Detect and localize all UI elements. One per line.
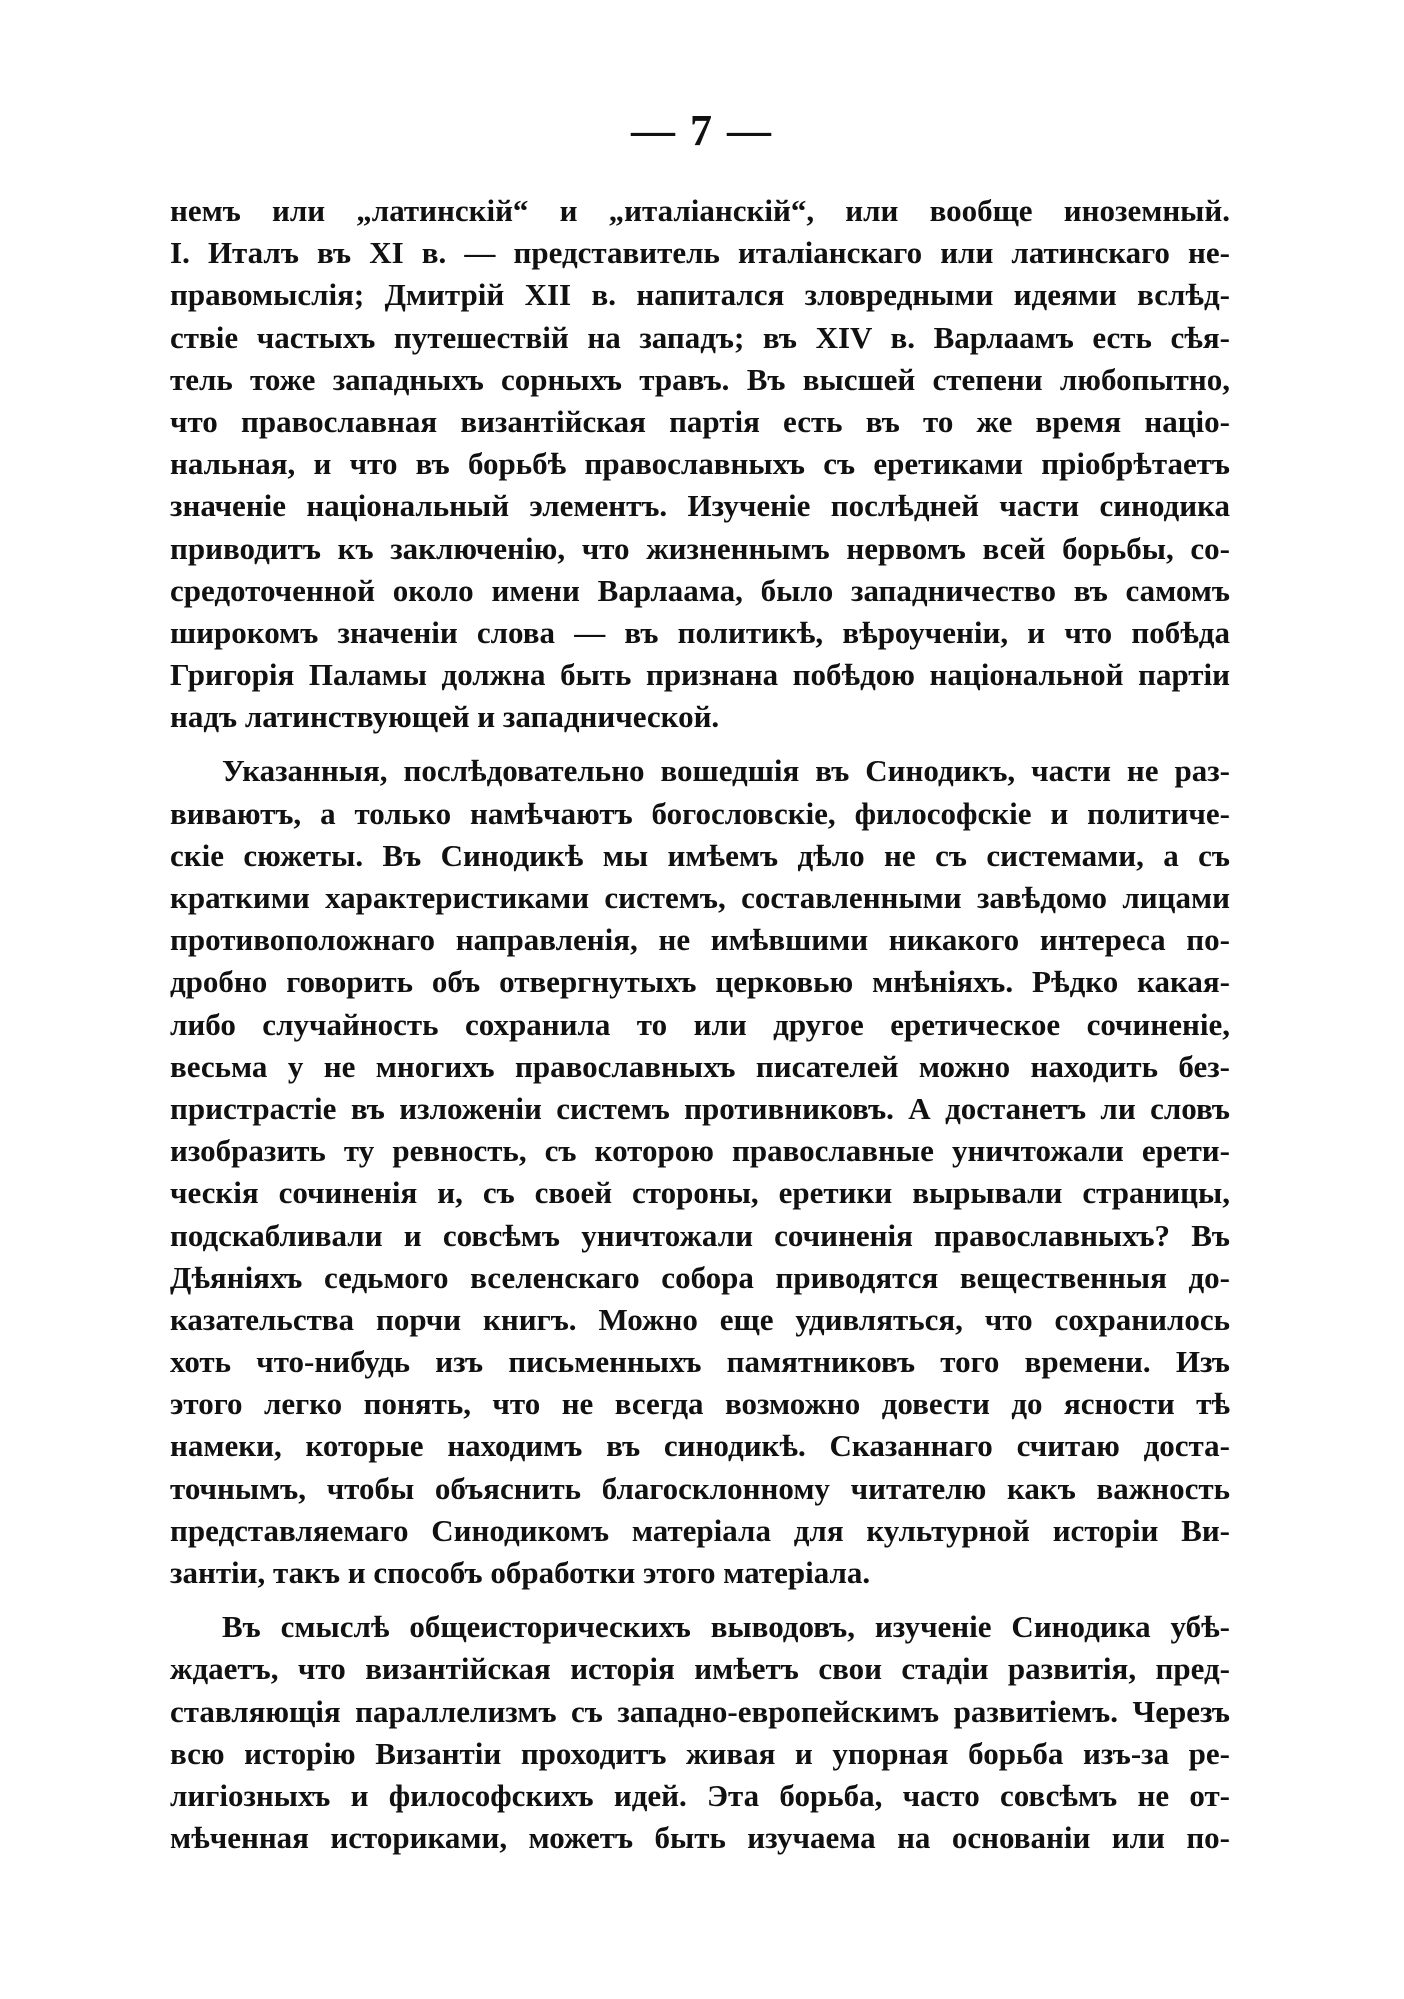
text-line: всю исторію Византіи проходитъ живая и упорная борьба изъ-за ре- [170,1735,1230,1771]
text-line: зантіи, такъ и способъ обработки этого матеріала. [170,1555,871,1590]
text-line: Дѣяніяхъ седьмого вселенскаго собора приводятся вещественныя до- [170,1259,1230,1295]
text-line: средоточенной около имени Варлаама, было западничество въ самомъ [170,572,1230,608]
text-line: немъ или „латинскій“ и „италіанскій“, или вообще иноземный. [170,193,1230,228]
paragraph [170,1606,1230,1859]
text-line: весьма у не многихъ православныхъ писателей можно находить без- [170,1048,1230,1084]
text-line: либо случайность сохранила то или другое еретическое сочиненіе, [170,1006,1230,1042]
text-line: противоположнаго направленія, не имѣвшими никакого интереса по- [170,922,1230,958]
paragraph [170,750,1230,1594]
text-line: широкомъ значеніи слова — въ политикѣ, вѣроученіи, и что побѣда [170,614,1230,650]
text-line: этого легко понять, что не всегда возможно довести до ясности тѣ [170,1386,1230,1422]
text-line: точнымъ, чтобы объяснить благосклонному читателю какъ важность [170,1470,1230,1506]
text-line: краткими характеристиками системъ, составленными завѣдомо лицами [170,880,1230,915]
text-line: что православная византійская партія есть въ то же время націо- [170,403,1230,439]
text-line: пристрастіе въ изложеніи системъ противниковъ. А достанетъ ли словъ [170,1090,1230,1126]
text-line: виваютъ, а только намѣчаютъ богословскіе, философскіе и политиче- [170,795,1230,831]
text-line: лигіозныхъ и философскихъ идей. Эта борьба, часто совсѣмъ не от- [170,1777,1230,1813]
text-line: ческія сочиненія и, съ своей стороны, еретики вырывали страницы, [170,1175,1230,1211]
text-line: казательства порчи книгъ. Можно еще удивляться, что сохранилось [170,1301,1230,1337]
paragraph-gap [170,738,1230,750]
text-line: дробно говорить объ отвергнутыхъ церковью мнѣніяхъ. Рѣдко какая- [170,964,1230,1000]
text-line: приводитъ къ заключенію, что жизненнымъ нервомъ всей борьбы, со- [170,530,1230,566]
text-line: Григорія Паламы должна быть признана побѣдою національной партіи [170,657,1230,693]
text-line: ставляющія параллелизмъ съ западно-европейскимъ развитіемъ. Черезъ [170,1693,1230,1729]
text-line: Въ смыслѣ общеисторическихъ выводовъ, изученіе Синодика убѣ- [222,1609,1230,1645]
text-line: значеніе національный элементъ. Изученіе послѣдней части синодика [170,488,1230,524]
text-line: ствіе частыхъ путешествій на западъ; въ XIV в. Варлаамъ есть сѣя- [170,319,1230,355]
text-line: мѣченная историками, можетъ быть изучаема на основаніи или по- [170,1820,1230,1856]
text-line: скіе сюжеты. Въ Синодикѣ мы имѣемъ дѣло не съ системами, а съ [170,837,1230,873]
page-number: — 7 — [631,106,773,155]
text-line: тель тоже западныхъ сорныхъ травъ. Въ высшей степени любопытно, [170,361,1230,397]
text-line: представляемаго Синодикомъ матеріала для культурной исторіи Ви- [170,1512,1230,1548]
text-line: правомыслія; Дмитрій XII в. напитался зловредными идеями вслѣд- [170,277,1230,313]
text-line: изобразить ту ревность, съ которою православные уничтожали ерети- [170,1133,1230,1169]
text-line: подскабливали и совсѣмъ уничтожали сочиненія православныхъ? Въ [170,1217,1230,1253]
paragraph [170,190,1230,738]
text-line: надъ латинствующей и западнической. [170,699,720,735]
text-line: ждаетъ, что византійская исторія имѣетъ свои стадіи развитія, пред- [170,1651,1230,1687]
text-line: хоть что-нибудь изъ письменныхъ памятниковъ того времени. Изъ [170,1344,1230,1380]
paragraph-gap [170,1594,1230,1606]
text-line: Указанныя, послѣдовательно вошедшія въ Синодикъ, части не раз- [222,753,1230,789]
body-text [170,190,1230,1859]
text-line: намеки, которые находимъ въ синодикѣ. Сказаннаго считаю доста- [170,1428,1230,1464]
text-line: І. Италъ въ XI в. — представитель италіанскаго или латинскаго не- [170,235,1230,271]
text-line: нальная, и что въ борьбѣ православныхъ съ еретиками пріобрѣтаетъ [170,446,1230,482]
